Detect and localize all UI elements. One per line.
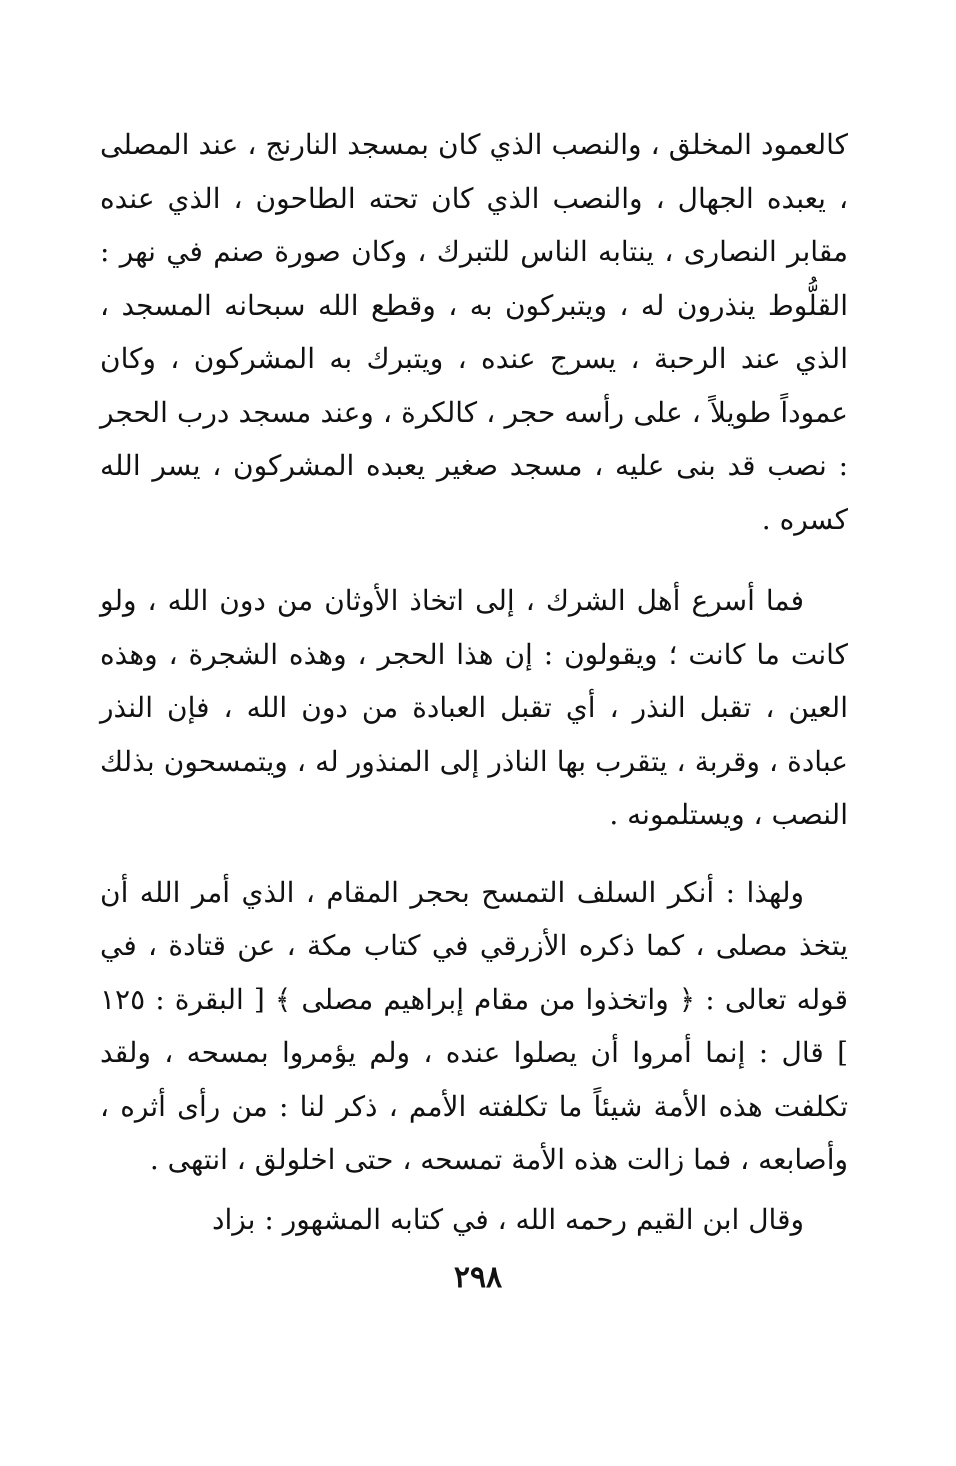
paragraph-1: كالعمود المخلق ، والنصب الذي كان بمسجد النارنج ، عند المصلى ، يعبده الجهال ، والنصب الذي كان تحته الطاحون ، الذي عنده مقابر النصارى ، ينتابه الناس للتبرك ، وكان صورة صنم في نهر : القلُّوط ينذرون له ، ويتبركون به ، وقطع الله سبحانه المسجد ، الذي عند الرحبة ، يسرج عنده ، ويتبرك به المشركون ، وكان عموداً طويلاً ، على رأسه حجر ، كالكرة ، وعند مسجد درب الحجر : نصب قد بنى عليه ، مسجد صغير يعبده المشركون ، يسر الله كسره . [100, 128, 848, 536]
page-body [100, 118, 848, 1246]
paragraph-2: فما أسرع أهل الشرك ، إلى اتخاذ الأوثان من دون الله ، ولو كانت ما كانت ؛ ويقولون : إن هذا الحجر ، وهذه الشجرة ، وهذه العين ، تقبل النذر ، أي تقبل العبادة من دون الله ، فإن النذر عبادة ، وقربة ، يتقرب بها الناذر إلى المنذور له ، ويتمسحون بذلك النصب ، ويستلمونه . [100, 584, 848, 831]
page-number: ٢٩٨ [453, 1260, 503, 1295]
paragraph-3: ولهذا : أنكر السلف التمسح بحجر المقام ، الذي أمر الله أن يتخذ مصلى ، كما ذكره الأزرقي في كتاب مكة ، عن قتادة ، في قوله تعالى : ﴿ واتخذوا من مقام إبراهيم مصلى ﴾ [ البقرة : ١٢٥ ] قال : إنما أمروا أن يصلوا عنده ، ولم يؤمروا بمسحه ، ولقد تكلفت هذه الأمة شيئاً ما تكلفته الأمم ، ذكر لنا : من رأى أثره ، وأصابعه ، فما زالت هذه الأمة تمسحه ، حتى اخلولق ، انتهى . [100, 875, 848, 1176]
paragraph-4: وقال ابن القيم رحمه الله ، في كتابه المشهور : بزاد [211, 1202, 804, 1236]
